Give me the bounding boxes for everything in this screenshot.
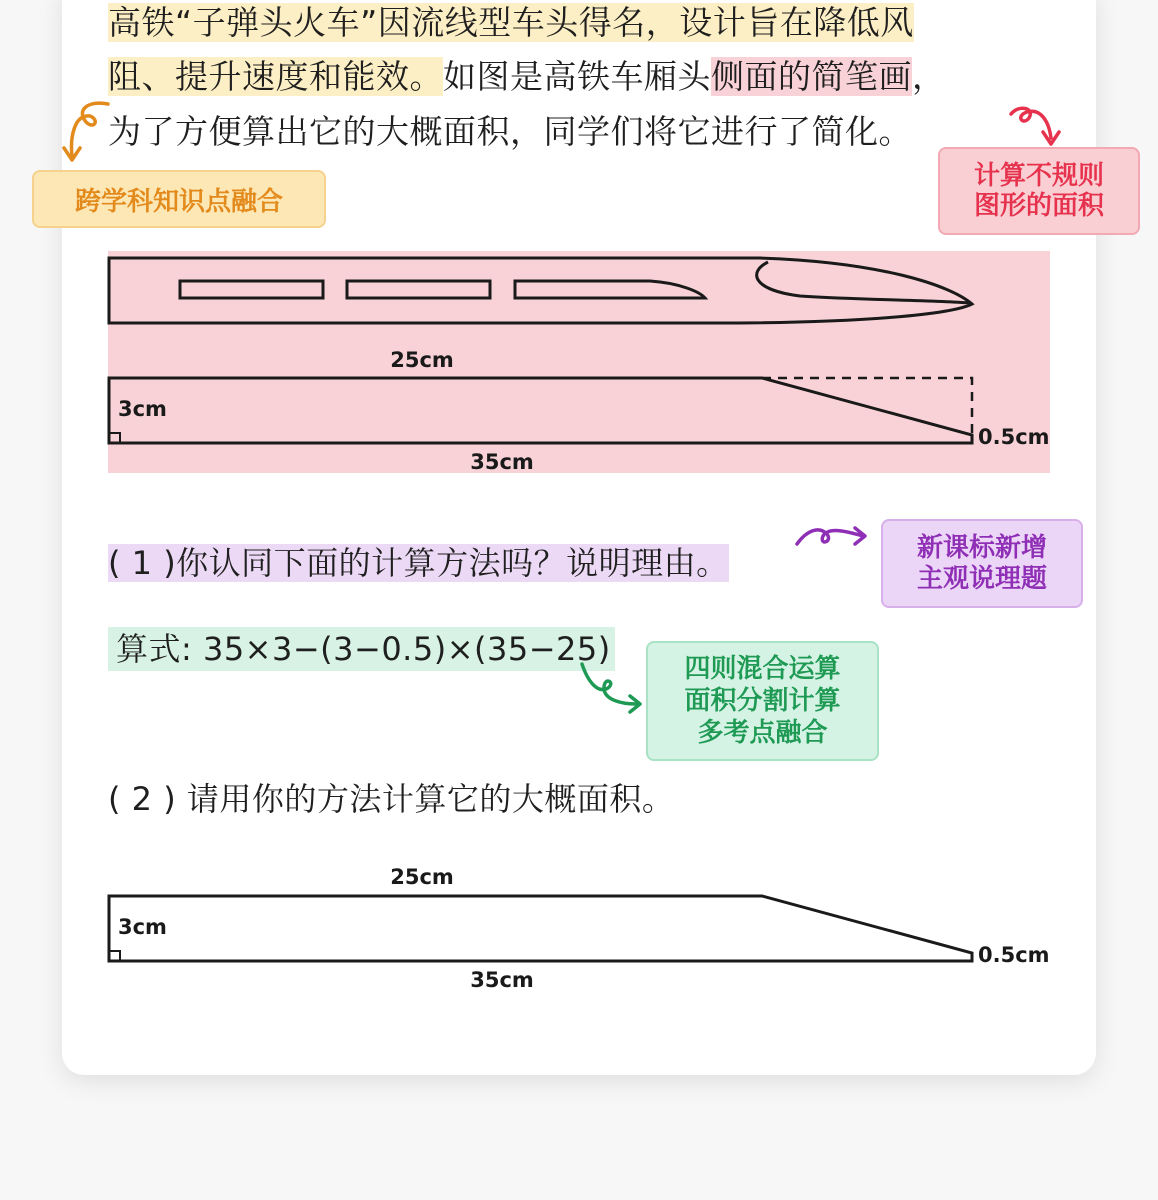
irregular-area-tag: 计算不规则 图形的面积	[938, 147, 1140, 235]
diagram1-bottom-length-label: 35cm	[470, 450, 534, 474]
question-1-text: ( 1 )你认同下面的计算方法吗？说明理由。	[108, 544, 729, 582]
interdisciplinary-tag: 跨学科知识点融合	[32, 170, 326, 228]
mixed-operations-tag: 四则混合运算 面积分割计算 多考点融合	[646, 641, 879, 761]
intro-comma: ，	[912, 57, 946, 96]
green-curl-arrow-icon	[578, 660, 648, 716]
intro-highlight-side-view: 侧面的简笔画	[711, 57, 912, 96]
intro-highlight-2: 阻、提升速度和能效。	[108, 57, 443, 96]
question-1	[108, 540, 729, 586]
simplified-shape-2-figure	[0, 850, 1158, 1010]
figure-highlight-background	[108, 251, 1050, 473]
diagram1-height-label: 3cm	[118, 397, 167, 421]
formula-text: 算式: 35×3−(3−0.5)×(35−25)	[108, 627, 615, 671]
train-diagram-figure	[0, 0, 1158, 520]
intro-text-2: 如图是高铁车厢头	[443, 57, 711, 96]
intro-highlight-1: 高铁“子弹头火车”因流线型车头得名，设计旨在降低风	[108, 3, 914, 42]
question-2: ( 2 ) 请用你的方法计算它的大概面积。	[108, 780, 675, 818]
formula-line	[108, 626, 615, 672]
new-standard-tag: 新课标新增 主观说理题	[881, 519, 1083, 608]
diagram2-height-label: 3cm	[118, 915, 167, 939]
diagram2-top-length-label: 25cm	[390, 865, 454, 889]
intro-line-3: 为了方便算出它的大概面积，同学们将它进行了简化。	[108, 112, 912, 151]
simplified-shape-2	[109, 896, 972, 961]
diagram1-top-length-label: 25cm	[390, 348, 454, 372]
diagram2-bottom-length-label: 35cm	[470, 968, 534, 992]
diagram1-end-height-label: 0.5cm	[978, 425, 1050, 449]
simplified-outline-2	[109, 896, 972, 961]
diagram2-end-height-label: 0.5cm	[978, 943, 1050, 967]
purple-curl-arrow-icon	[793, 522, 873, 554]
